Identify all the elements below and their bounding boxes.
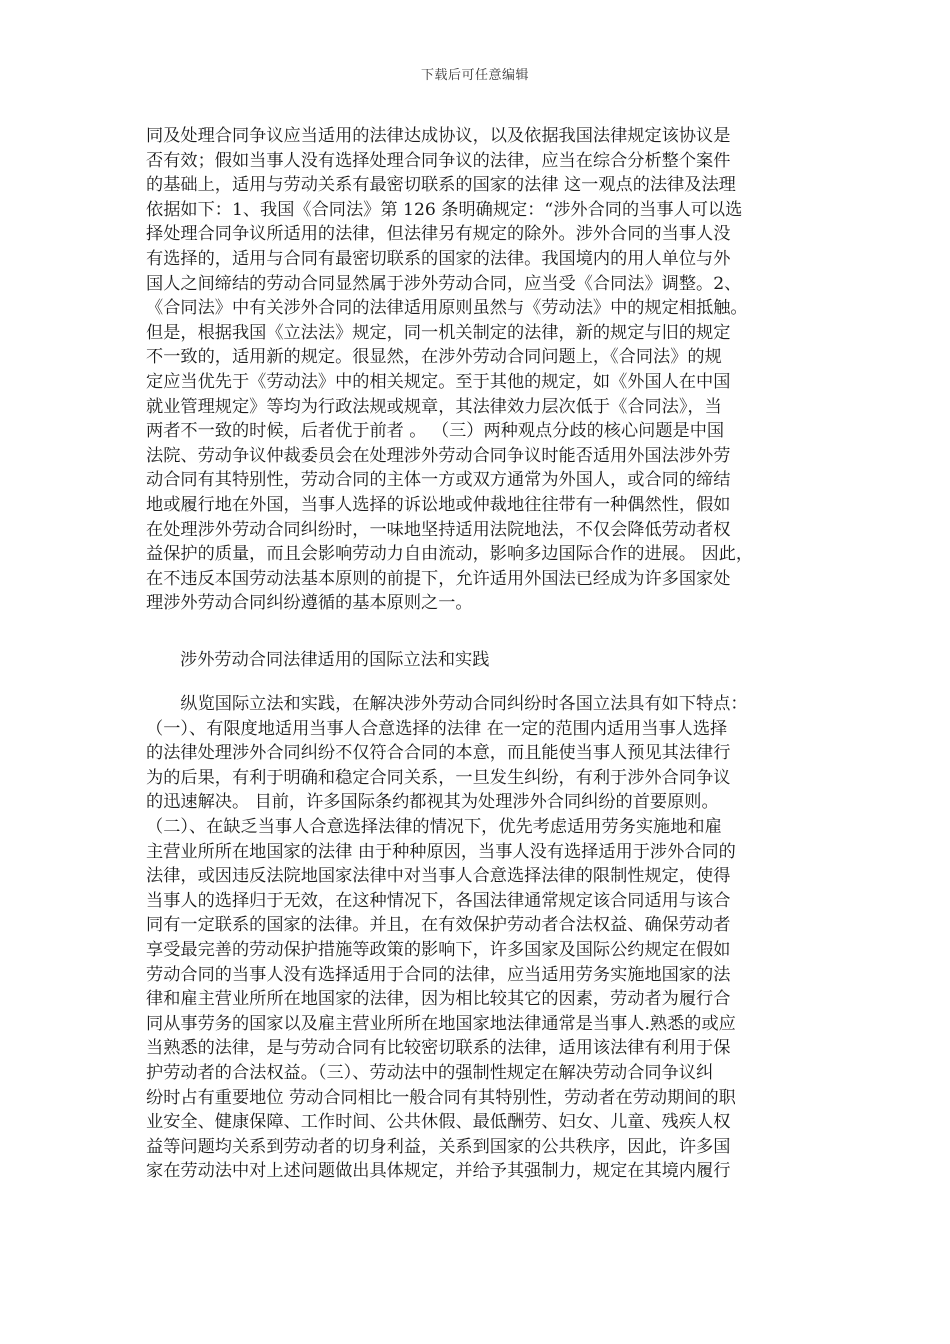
text-line: 的迅速解决。 目前，许多国际条约都视其为处理涉外合同纠纷的首要原则。 xyxy=(146,792,719,813)
text-line: 否有效；假如当事人没有选择处理合同争议的法律，应当在综合分析整个案件 xyxy=(146,150,731,171)
text-line: 同有一定联系的国家的法律。并且，在有效保护劳动者合法权益、确保劳动者 xyxy=(146,915,731,936)
text-line: 享受最完善的劳动保护措施等政策的影响下，许多国家及国际公约规定在假如 xyxy=(146,939,731,960)
text-line: 有选择的，适用与合同有最密切联系的国家的法律。我国境内的用人单位与外 xyxy=(146,248,731,269)
text-line: 当熟悉的法律，是与劳动合同有比较密切联系的法律，适用该法律有利用于保 xyxy=(146,1038,731,1059)
text-line: 劳动合同的当事人没有选择适用于合同的法律，应当适用劳务实施地国家的法 xyxy=(146,964,731,985)
text-line: 法律，或因违反法院地国家法律中对当事人合意选择法律的限制性规定，使得 xyxy=(146,866,731,887)
text-line: 就业管理规定》等均为行政法规或规章，其法律效力层次低于《合同法》，当 xyxy=(146,396,722,417)
text-line: （一）、有限度地适用当事人合意选择的法律 在一定的范围内适用当事人选择 xyxy=(146,718,728,739)
text-line: 在处理涉外劳动合同纠纷时，一味地坚持适用法院地法，不仅会降低劳动者权 xyxy=(146,519,731,540)
page-header: 下载后可任意编辑 xyxy=(420,68,529,83)
text-line: 当事人的选择归于无效，在这种情况下，各国法律通常规定该合同适用与该合 xyxy=(146,890,731,911)
section-heading: 涉外劳动合同法律适用的国际立法和实践 xyxy=(180,650,490,670)
text-line: 国人之间缔结的劳动合同显然属于涉外劳动合同，应当受《合同法》调整。2、 xyxy=(146,273,742,294)
text-line: 不一致的，适用新的规定。很显然，在涉外劳动合同问题上，《合同法》的规 xyxy=(146,347,722,368)
text-line: 动合同有其特别性，劳动合同的主体一方或双方通常为外国人，或合同的缔结 xyxy=(146,470,731,491)
text-line: 护劳动者的合法权益。（三）、劳动法中的强制性规定在解决劳动合同争议纠 xyxy=(146,1062,714,1083)
text-line: 依据如下：1、我国《合同法》第 126 条明确规定：“涉外合同的当事人可以选 xyxy=(146,199,743,220)
text-line: 两者不一致的时候，后者优于前者 。 （三）两种观点分歧的核心问题是中国 xyxy=(146,421,725,442)
text-line: 业安全、健康保障、工作时间、公共休假、最低酬劳、妇女、儿童、残疾人权 xyxy=(146,1112,731,1133)
text-line: 法院、劳动争议仲裁委员会在处理涉外劳动合同争议时能否适用外国法涉外劳 xyxy=(146,445,731,466)
text-line: 理涉外劳动合同纠纷遵循的基本原则之一。 xyxy=(146,593,473,614)
text-line: （二）、在缺乏当事人合意选择法律的情况下，优先考虑适用劳务实施地和雇 xyxy=(146,816,722,837)
text-line: 《合同法》中有关涉外合同的法律适用原则虽然与《劳动法》中的规定相抵触。 xyxy=(146,298,748,319)
body-paragraph-2 xyxy=(146,692,806,1184)
text-line: 纷时占有重要地位 劳动合同相比一般合同有其特别性，劳动者在劳动期间的职 xyxy=(146,1087,736,1108)
text-line: 纵览国际立法和实践，在解决涉外劳动合同纠纷时各国立法具有如下特点： xyxy=(146,694,748,714)
text-line: 律和雇主营业所所在地国家的法律，因为相比较其它的因素，劳动者为履行合 xyxy=(146,989,731,1010)
body-paragraph-1 xyxy=(146,124,806,616)
text-line: 在不违反本国劳动法基本原则的前提下，允许适用外国法已经成为许多国家处 xyxy=(146,568,731,589)
text-line: 同及处理合同争议应当适用的法律达成协议，以及依据我国法律规定该协议是 xyxy=(146,126,731,146)
text-line: 家在劳动法中对上述问题做出具体规定，并给予其强制力，规定在其境内履行 xyxy=(146,1161,731,1182)
text-line: 益等问题均关系到劳动者的切身利益，关系到国家的公共秩序，因此，许多国 xyxy=(146,1136,731,1157)
text-line: 为的后果，有利于明确和稳定合同关系，一旦发生纠纷，有利于涉外合同争议 xyxy=(146,767,731,788)
text-line: 的法律处理涉外合同纠纷不仅符合合同的本意，而且能使当事人预见其法律行 xyxy=(146,743,731,764)
text-line: 益保护的质量，而且会影响劳动力自由流动，影响多边国际合作的进展。 因此， xyxy=(146,544,754,565)
text-line: 的基础上，适用与劳动关系有最密切联系的国家的法律 这一观点的法律及法理 xyxy=(146,175,736,196)
text-line: 地或履行地在外国，当事人选择的诉讼地或仲裁地往往带有一种偶然性，假如 xyxy=(146,494,731,515)
text-line: 同从事劳务的国家以及雇主营业所所在地国家地法律通常是当事人.熟悉的或应 xyxy=(146,1013,736,1034)
text-line: 主营业所所在地国家的法律 由于种种原因，当事人没有选择适用于涉外合同的 xyxy=(146,841,736,862)
text-line: 定应当优先于《劳动法》中的相关规定。至于其他的规定，如《外国人在中国 xyxy=(146,371,731,392)
text-line: 但是，根据我国《立法法》规定，同一机关制定的法律，新的规定与旧的规定 xyxy=(146,322,731,343)
text-line: 择处理合同争议所适用的法律，但法律另有规定的除外。涉外合同的当事人没 xyxy=(146,224,731,245)
